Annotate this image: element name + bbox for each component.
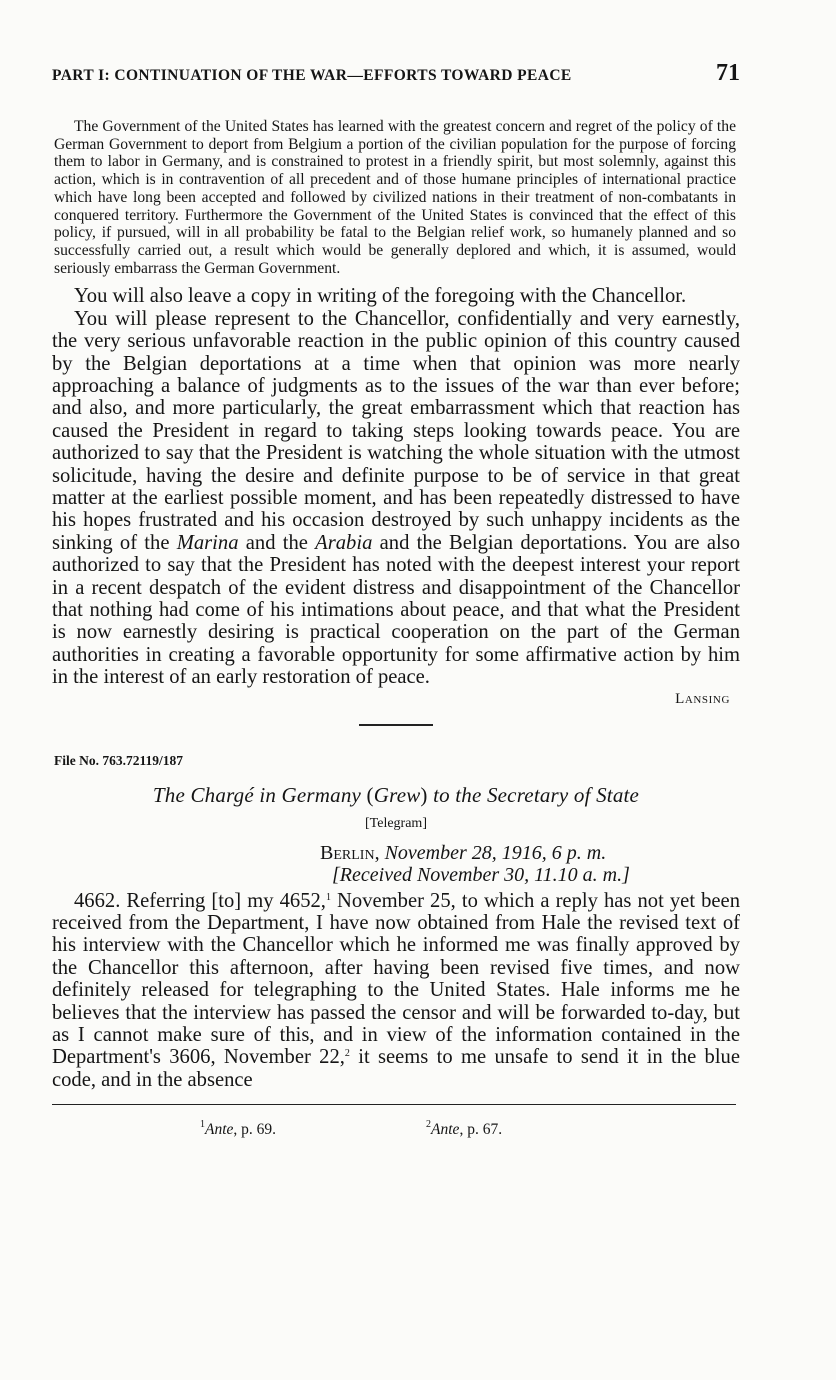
quoted-protest-text: The Government of the United States has learned with the greatest concern and regret of the policy of the German Government to deport from Belgium a portion of the civilian population for the purpose of forcing them to labor in Germany, and is constrained to protest in a friendly spirit, but most solemnly, against this action, which is in contravention of all precedent and of those humane principles of international practice which have long been accepted and followed by civilized nations in their treatment of non-combatants in conquered territory. Furthermore the Government of the United States is convinced that the effect of this policy, if pursued, will in all probability be fatal to the Belgian relief work, so humanely planned and so successfully carried out, a result which would be generally deplored and which, it is assumed, would seriously embarrass the German Government. (54, 118, 736, 277)
paragraph-represent-to-chancellor (52, 308, 740, 689)
instruction-body (52, 285, 740, 688)
paragraph-telegram-4662 (52, 890, 740, 1092)
footnote-ante: Ante (205, 1121, 234, 1139)
footnote-page: , p. 67. (459, 1121, 503, 1139)
paragraph-copy-in-writing: You will also leave a copy in writing of the foregoing with the Chancellor. (74, 285, 687, 308)
signature-lansing: Lansing (675, 690, 730, 707)
document-title (52, 783, 740, 808)
title-paren: ) (420, 782, 428, 807)
ship-name-marina: Marina (176, 531, 239, 554)
title-part: The Chargé in Germany (152, 782, 367, 807)
footnote-ante: Ante (431, 1121, 460, 1139)
received-line: [Received November 30, 11.10 a. m.] (332, 863, 630, 886)
footnote-ref: 2 (344, 1048, 350, 1060)
section-divider (359, 724, 433, 726)
paragraph-text: and the Belgian deportations. You are also authorized to say that the President has noted with the deepest interest your report in a recent despatch of the evident distress and disappointment of the Chancellor that nothing had come of his intimations about peace, and that what the President is now earnestly desiring is practical cooperation on the part of the German authorities in creating a favorable opportunity for some affirmative action by him in the interest of an early restoration of peace. (52, 531, 740, 689)
footnote-mark: 2 (426, 1119, 432, 1131)
document-page (52, 60, 740, 1139)
dateline: Berlin, November 28, 1916, 6 p. m. [Received November 30, 11.10 a. m.] (320, 842, 740, 886)
dateline-place: Berlin (320, 841, 375, 864)
telegram-body (52, 890, 740, 1092)
footnote-rule (52, 1104, 736, 1105)
ship-name-arabia: Arabia (315, 531, 373, 554)
paragraph-text: You will please represent to the Chancellor, confidentially and very earnestly, the very serious unfavorable reaction in the public opinion of this country caused by the Belgian deportations at a time when that opinion was more nearly approaching a balance of judgments as to the issues of the war than ever before; and also, and more particularly, the great embarrassment which that reaction has caused the President in regard to taking steps looking towards peace. You are authorized to say that the President is watching the whole situation with the utmost solicitude, having the desire and definite purpose to be of service in that great matter at the earliest possible moment, and has been repeatedly distressed to have his hopes frustrated and his occasion destroyed by such unhappy incidents as the sinking of the (52, 307, 740, 554)
page-number: 71 (716, 60, 740, 86)
telegram-label: [Telegram] (365, 815, 427, 831)
dateline-date: November 28, 1916, 6 p. m. (384, 841, 607, 864)
footnote-2 (426, 1121, 502, 1139)
paragraph-text: November 25, to which a reply has not yet been received from the Department, I have now obtained from Hale the revised text of his interview with the Chancellor which he informed me was finally approved by the Chancellor this afternoon, after having been revised five times, and now definitely released for telegraphing to the United States. Hale informs me he believes that the interview has passed the censor and will be forwarded to-day, but as I cannot make sure of this, and in view of the information contained in the Department's 3606, November 22, (52, 889, 740, 1069)
footnote-ref: 1 (325, 891, 331, 903)
file-number: File No. 763.72119/187 (54, 752, 183, 768)
running-header (52, 60, 740, 94)
title-part: to the Secretary of State (427, 782, 640, 807)
title-paren: ( (366, 782, 374, 807)
paragraph-text: 4662. Referring [to] my 4652, (74, 889, 326, 912)
title-name: Grew (373, 782, 421, 807)
paragraph-text: and the (238, 531, 316, 554)
footnotes (52, 1121, 740, 1139)
footnote-mark: 1 (200, 1119, 205, 1131)
footnote-page: , p. 69. (233, 1121, 277, 1139)
paragraph-text: it seems to me unsafe to send it in the blue code, and in the absence (52, 1046, 740, 1091)
running-title: PART I: CONTINUATION OF THE WAR—EFFORTS TOWARD PEACE (52, 67, 572, 84)
footnote-1 (200, 1121, 276, 1139)
